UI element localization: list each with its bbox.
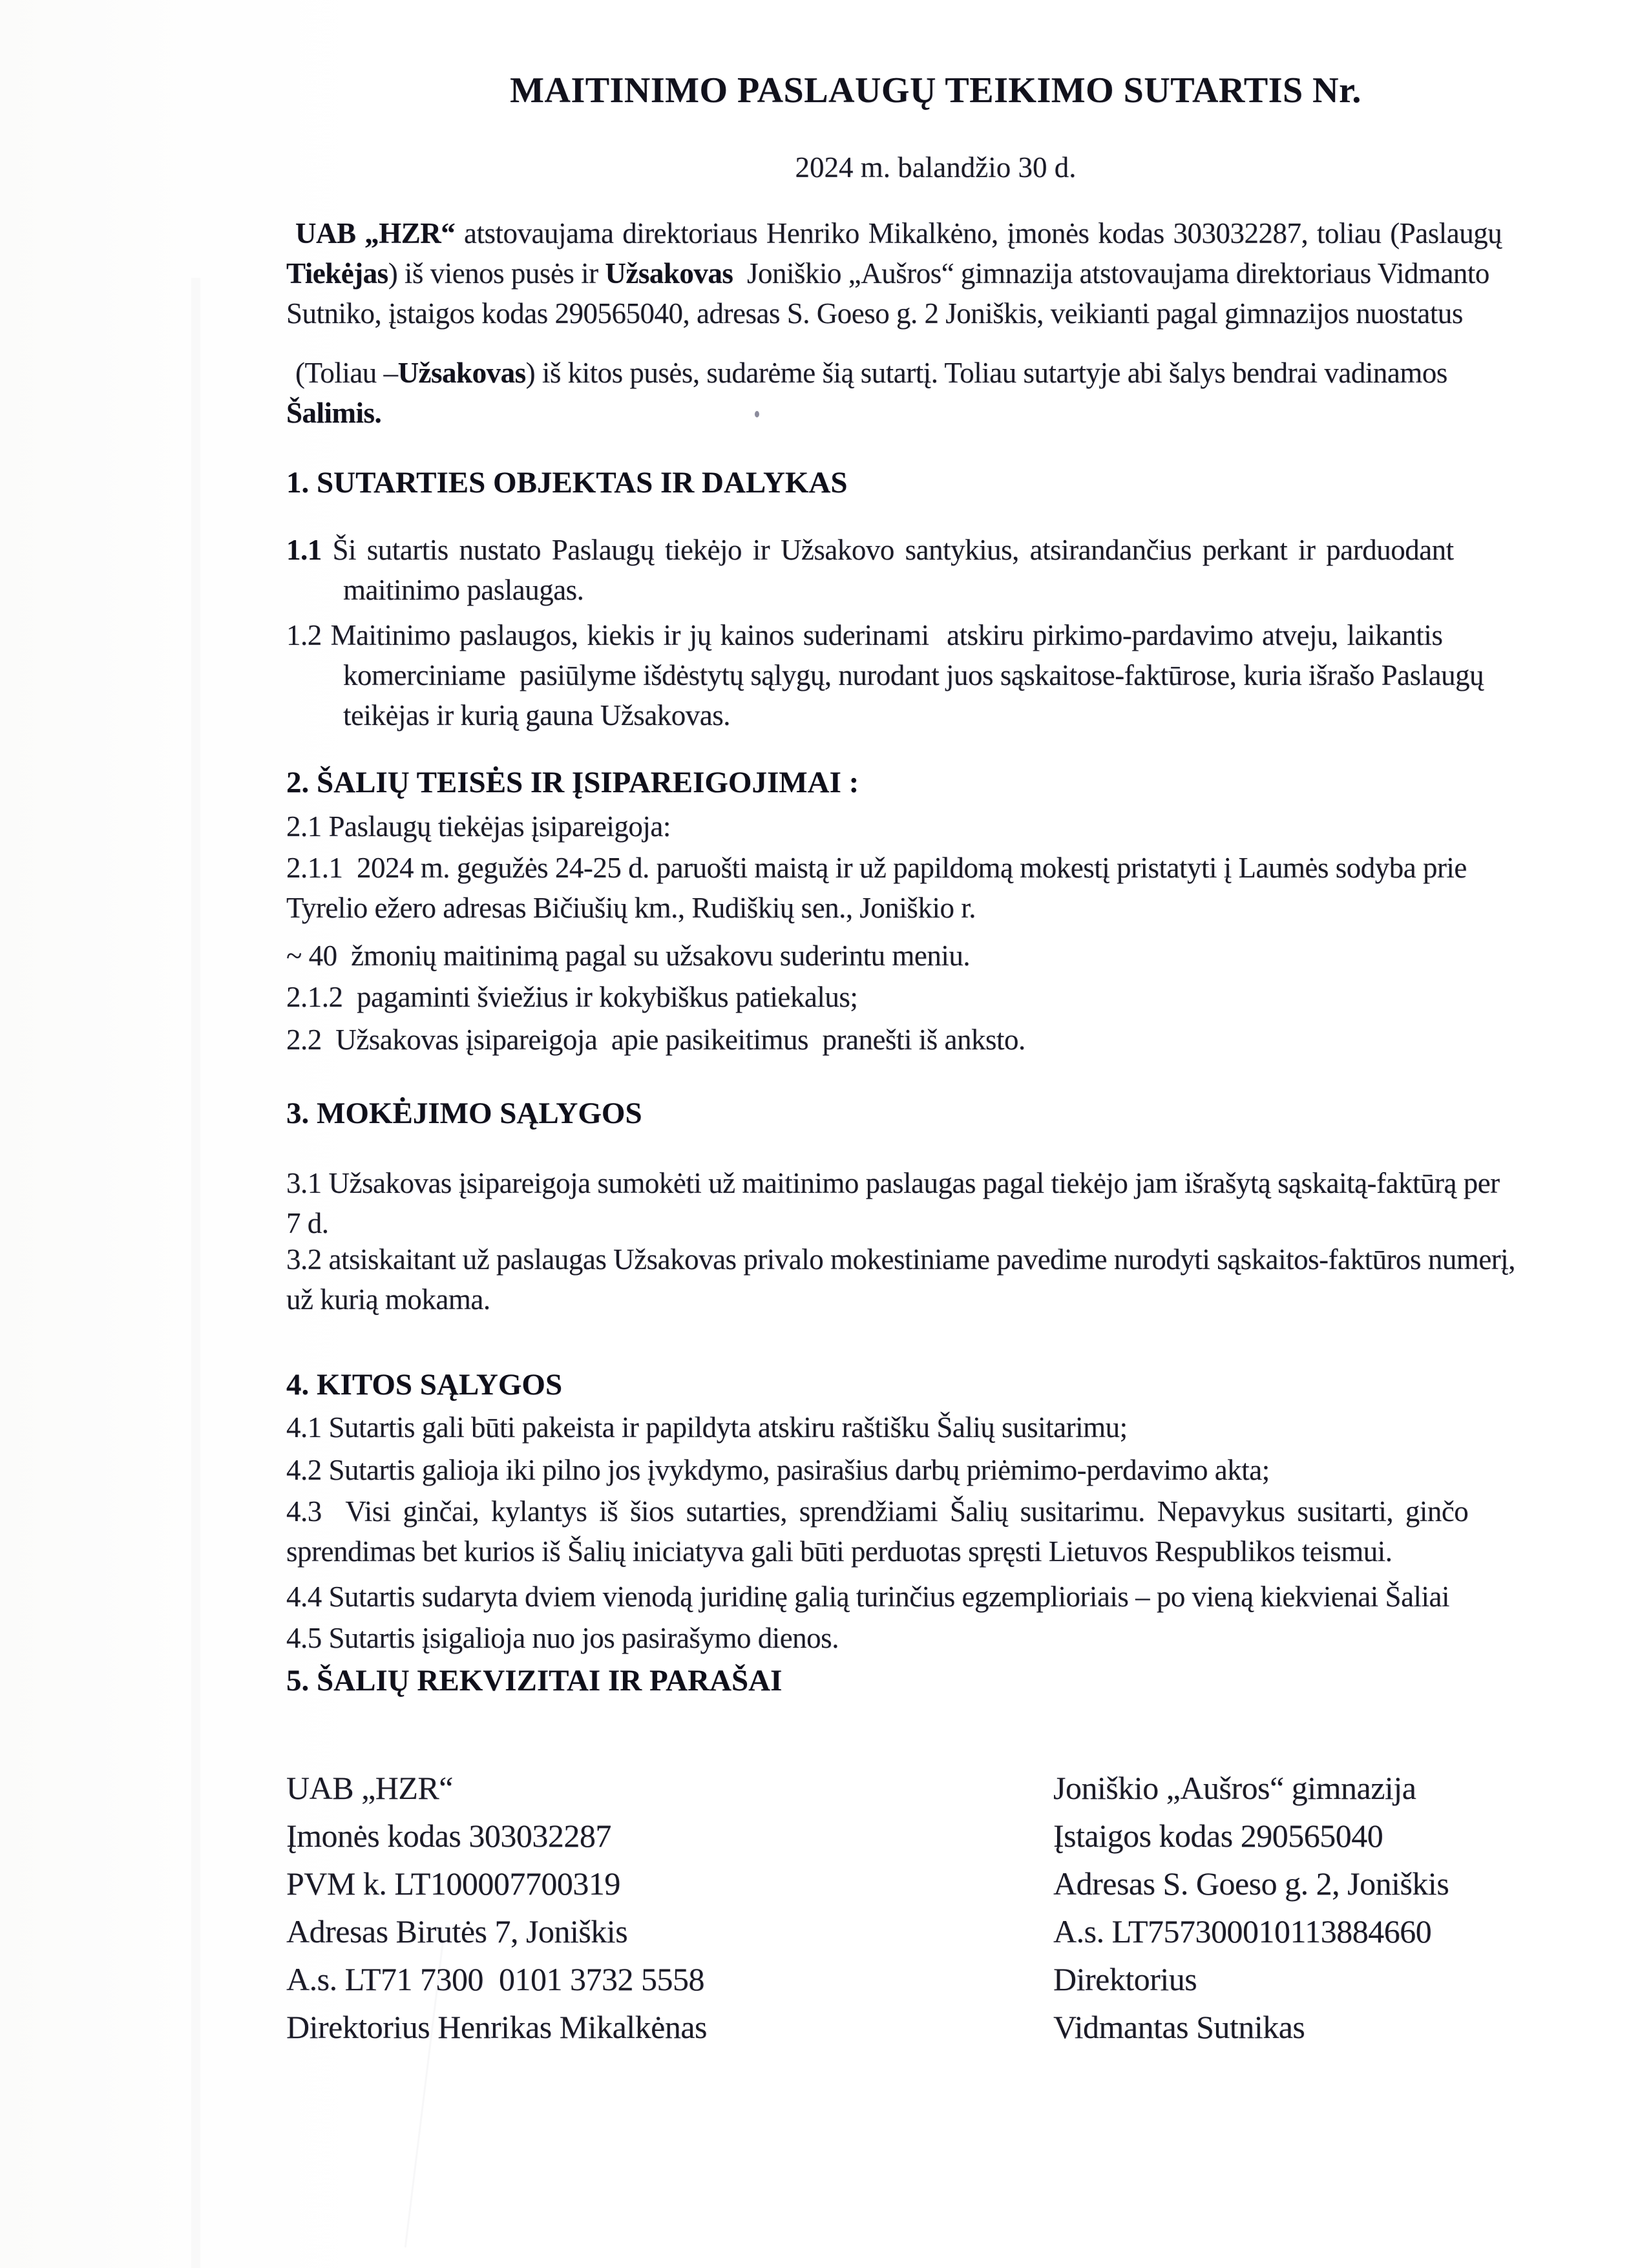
- supplier-vat-code: PVM k. LT100007700319: [286, 1865, 620, 1902]
- text-line: maitinimo paslaugas.: [343, 574, 584, 606]
- intro-paragraph-1: [286, 213, 1585, 333]
- text-segment: atstovaujama direktoriaus Henriko Mikalkėno, įmonės kodas 303032287, toliau (Paslaugų: [455, 217, 1502, 249]
- requisites-client-column: [1053, 1764, 1635, 2051]
- intro-paragraph-2: [286, 353, 1585, 433]
- text-line: 2.1.1 2024 m. gegužės 24-25 d. paruošti maistą ir už papildomą mokestį pristatyti į Laumės sodyba prie: [286, 852, 1467, 884]
- heading-line: 1. SUTARTIES OBJEKTAS IR DALYKAS: [286, 466, 848, 499]
- clause-2-1-1: [286, 848, 1585, 928]
- clause-number: 1.1: [286, 534, 322, 566]
- supplier-company-code: Įmonės kodas 303032287: [286, 1818, 611, 1854]
- text-line: 3.2 atsiskaitant už paslaugas Užsakovas privalo mokestiniame pavedime nurodyti sąskaitos-faktūros numerį,: [286, 1243, 1516, 1276]
- requisites-supplier-column: [286, 1764, 997, 2051]
- clause-3-2: [286, 1239, 1585, 1319]
- supplier-bank-account: A.s. LT71 7300 0101 3732 5558: [286, 1961, 705, 1997]
- text-line: 2.2 Užsakovas įsipareigoja apie pasikeitimus pranešti iš anksto.: [286, 1024, 1025, 1056]
- text-line: 4.5 Sutartis įsigalioja nuo jos pasirašymo dienos.: [286, 1622, 839, 1654]
- client-institution-code: Įstaigos kodas 290565040: [1053, 1818, 1383, 1854]
- client-name: Joniškio „Aušros“ gimnazija: [1053, 1770, 1416, 1806]
- text-line: 7 d.: [286, 1207, 329, 1239]
- document-title: MAITINIMO PASLAUGŲ TEIKIMO SUTARTIS Nr.: [510, 70, 1361, 110]
- section-4-heading: [286, 1365, 1585, 1405]
- term-uzsakovas: Užsakovas: [605, 257, 733, 289]
- text-line: Tyrelio ežero adresas Bičiušių km., Rudiškių sen., Joniškio r.: [286, 892, 976, 924]
- text-line: už kurią mokama.: [286, 1283, 490, 1316]
- clause-4-3: [286, 1491, 1585, 1571]
- clause-2-2: [286, 1020, 1585, 1060]
- text-segment: Ši sutartis nustato Paslaugų tiekėjo ir Užsakovo santykius, atsirandančius perkant ir parduodant: [321, 534, 1454, 566]
- heading-line: 2. ŠALIŲ TEISĖS IR ĮSIPAREIGOJIMAI :: [286, 766, 859, 799]
- client-director-name: Vidmantas Sutnikas: [1053, 2009, 1305, 2045]
- text-line: [286, 253, 1585, 293]
- text-line: komerciniame pasiūlyme išdėstytų sąlygų, nurodant juos sąskaitose-faktūrose, kuria išrašo Paslaugų: [343, 659, 1484, 691]
- term-tiekejas: Tiekėjas: [286, 257, 388, 289]
- clause-4-1: [286, 1407, 1585, 1447]
- text-line: 1.2 Maitinimo paslaugos, kiekis ir jų kainos suderinami atskiru pirkimo-pardavimo atveju, laikantis: [286, 619, 1443, 651]
- clause-4-4: [286, 1577, 1585, 1617]
- supplier-director: Direktorius Henrikas Mikalkėnas: [286, 2009, 708, 2045]
- document-date: 2024 m. balandžio 30 d.: [795, 151, 1077, 184]
- clause-1-2: [286, 615, 1585, 735]
- clause-2-1-2: [286, 977, 1585, 1017]
- text-line: ~ 40 žmonių maitinimą pagal su užsakovu suderintu meniu.: [286, 940, 971, 972]
- client-address: Adresas S. Goeso g. 2, Joniškis: [1053, 1865, 1449, 1902]
- clause-4-2: [286, 1450, 1585, 1490]
- section-1-heading: [286, 463, 1585, 503]
- clause-1-1: [286, 530, 1585, 610]
- clause-4-5: [286, 1618, 1585, 1658]
- heading-line: 5. ŠALIŲ REKVIZITAI IR PARAŠAI: [286, 1664, 782, 1697]
- text-line: 4.4 Sutartis sudaryta dviem vienodą juridinę galią turinčius egzemplioriais – po vieną kiekvienai Šaliai: [286, 1580, 1450, 1613]
- term-salimis: Šalimis.: [286, 397, 382, 429]
- client-director-title: Direktorius: [1053, 1961, 1197, 1997]
- text-segment: ) iš vienos pusės ir: [388, 257, 605, 289]
- heading-line: 3. MOKĖJIMO SĄLYGOS: [286, 1097, 642, 1130]
- text-line: 4.3 Visi ginčai, kylantys iš šios sutarties, sprendžiami Šalių susitarimu. Nepavykus susitarti, ginčo: [286, 1495, 1469, 1528]
- clause-2-1: [286, 806, 1585, 846]
- section-5-heading: [286, 1661, 1585, 1701]
- text-line: 4.2 Sutartis galioja iki pilno jos įvykdymo, pasirašius darbų priėmimo-perdavimo akta;: [286, 1454, 1270, 1486]
- text-line: 2.1.2 pagaminti šviežius ir kokybiškus patiekalus;: [286, 981, 858, 1013]
- scan-edge-streak: [191, 278, 200, 2268]
- text-line: sprendimas bet kurios iš Šalių iniciatyva gali būti perduotas spręsti Lietuvos Respublikos teismui.: [286, 1535, 1392, 1568]
- heading-line: 4. KITOS SĄLYGOS: [286, 1368, 563, 1402]
- text-line: 2.1 Paslaugų tiekėjas įsipareigoja:: [286, 810, 671, 843]
- supplier-name: UAB „HZR“: [286, 1770, 453, 1806]
- clause-people-count: [286, 936, 1585, 976]
- text-segment: ) iš kitos pusės, sudarėme šią sutartį. Toliau sutartyje abi šalys bendrai vadinamos: [525, 357, 1447, 389]
- text-line: [286, 530, 1585, 570]
- text-line: [286, 393, 1585, 433]
- text-line: [286, 213, 1585, 253]
- supplier-address: Adresas Birutės 7, Joniškis: [286, 1913, 628, 1949]
- clause-3-1: [286, 1163, 1585, 1243]
- section-3-heading: [286, 1093, 1585, 1133]
- text-line: 3.1 Užsakovas įsipareigoja sumokėti už maitinimo paslaugas pagal tiekėjo jam išrašytą sąskaitą-faktūrą per: [286, 1167, 1500, 1199]
- text-segment: (Toliau –: [295, 357, 398, 389]
- party-supplier-name: UAB „HZR“: [295, 217, 456, 249]
- text-line: [286, 353, 1585, 393]
- text-line: Sutniko, įstaigos kodas 290565040, adresas S. Goeso g. 2 Joniškis, veikianti pagal gimnazijos nuostatus: [286, 297, 1463, 330]
- text-line: teikėjas ir kurią gauna Užsakovas.: [343, 699, 731, 731]
- term-uzsakovas: Užsakovas: [397, 357, 526, 389]
- text-segment: Joniškio „Aušros“ gimnazija atstovaujama direktoriaus Vidmanto: [733, 257, 1489, 289]
- text-line: 4.1 Sutartis gali būti pakeista ir papildyta atskiru raštišku Šalių susitarimu;: [286, 1411, 1128, 1444]
- client-bank-account: A.s. LT757300010113884660: [1053, 1913, 1432, 1949]
- section-2-heading: [286, 762, 1585, 803]
